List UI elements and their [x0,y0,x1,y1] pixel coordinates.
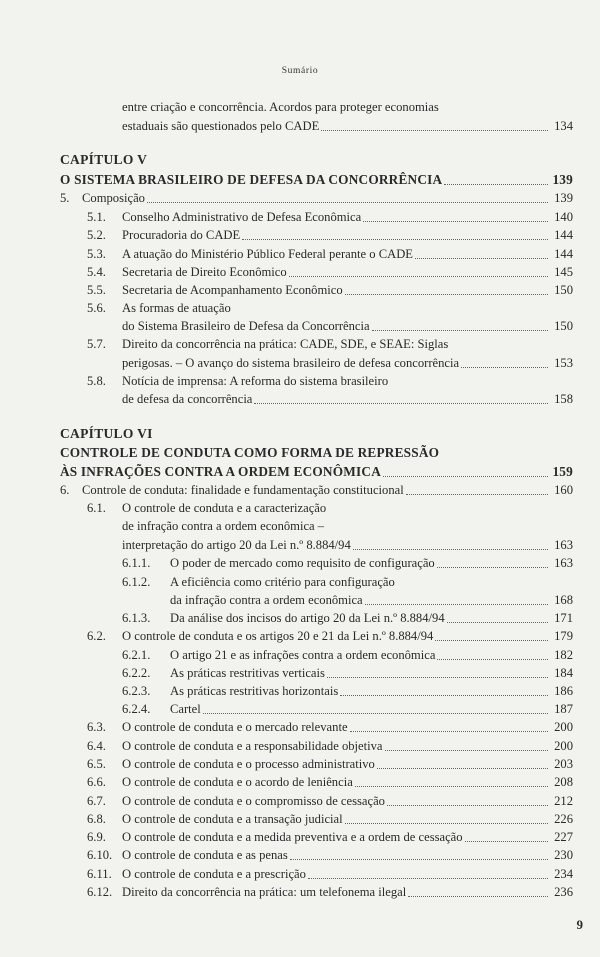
dot-leader [350,731,548,732]
toc-entry-title: O controle de conduta e os artigos 20 e 21 da Lei n.º 8.884/94 [122,629,434,643]
toc-entry-title: Secretaria de Acompanhamento Econômico [122,283,343,297]
dot-leader [365,604,548,605]
toc-entry-title: da infração contra a ordem econômica [170,593,363,607]
toc-entry [87,281,573,299]
toc-entry [60,444,573,462]
toc-entry [87,627,573,645]
toc-entry-title: O controle de conduta e a responsabilidade objetiva [122,739,383,753]
toc-entry-page: 150 [554,283,573,297]
toc-entry [87,245,573,263]
toc-entry-title: O controle de conduta e a medida preventiva e a ordem de cessação [122,830,463,844]
toc-entry-page: 171 [554,611,573,625]
toc-entry [60,481,573,499]
toc-entry-number: 6.4. [87,739,106,753]
toc-entry [87,773,573,791]
toc-entry [87,372,573,390]
toc-entry-page: 158 [554,392,573,406]
toc-entry [87,883,573,901]
toc-entry-title: Da análise dos incisos do artigo 20 da Lei n.º 8.884/94 [170,611,445,625]
dot-leader [461,367,548,368]
toc-entry-page: 179 [554,629,573,643]
toc-entry [87,810,573,828]
toc-entry [122,536,573,554]
running-header: Sumário [281,66,319,76]
toc-entry-number: 6.2.3. [122,684,151,698]
toc-entry-number: 5.4. [87,265,106,279]
toc-entry [87,263,573,281]
dot-leader [437,567,548,568]
toc-entry [122,573,573,591]
toc-entry [122,700,573,718]
toc-entry [87,828,573,846]
toc-entry-title: Controle de conduta: finalidade e fundamentação constitucional [82,483,404,497]
toc-entry-page: 200 [554,739,573,753]
dot-leader [385,750,548,751]
toc-entry-number: 5.2. [87,228,106,242]
dot-leader [327,677,548,678]
toc-entry-number: 6.10. [87,848,113,862]
toc-entry [60,151,573,169]
toc-entry [122,682,573,700]
toc-entry [87,718,573,736]
toc-entry-title: Cartel [170,702,201,716]
toc-entry-page: 187 [554,702,573,716]
dot-leader [387,805,548,806]
toc-entry-title: Direito da concorrência na prática: CADE, SDE, e SEAE: Siglas [122,337,449,351]
toc-entry-page: 230 [554,848,573,862]
toc-entry-title: O controle de conduta e a transação judicial [122,812,343,826]
toc-entry-title: perigosas. – O avanço do sistema brasileiro de defesa concorrência [122,356,460,370]
dot-leader [242,239,548,240]
toc-entry-number: 5.1. [87,210,106,224]
toc-entry-title: A atuação do Ministério Público Federal perante o CADE [122,247,413,261]
toc-entry-title: Direito da concorrência na prática: um telefonema ilegal [122,885,407,899]
toc-entry [60,463,573,481]
toc-entry [60,171,573,189]
dot-leader [415,258,548,259]
toc-entry-title: estaduais são questionados pelo CADE [122,119,320,133]
toc-entry [122,390,573,408]
toc-entry-number: 5. [60,191,70,205]
toc-entry-title: O controle de conduta e o processo administrativo [122,757,375,771]
toc-entry-title: ÀS INFRAÇÕES CONTRA A ORDEM ECONÔMICA [60,464,382,479]
toc-entry-title: Conselho Administrativo de Defesa Econômica [122,210,362,224]
toc-entry-title: O controle de conduta e o mercado relevante [122,720,348,734]
toc-entry [122,354,573,372]
toc-entry-title: O controle de conduta e as penas [122,848,288,862]
dot-leader [254,403,548,404]
dot-leader [345,823,548,824]
toc-entry-number: 5.3. [87,247,106,261]
toc-entry [122,609,573,627]
toc-entry-title: Composição [82,191,145,205]
dot-leader [340,695,548,696]
dot-leader [147,202,548,203]
toc-entry-number: 6.12. [87,885,113,899]
toc-entry-page: 236 [554,885,573,899]
toc-entry-title: CONTROLE DE CONDUTA COMO FORMA DE REPRESSÃO [60,445,440,460]
toc-entry-number: 5.7. [87,337,106,351]
toc-entry-number: 6.1.2. [122,575,151,589]
toc-entry [87,755,573,773]
toc-entry-page: 234 [554,867,573,881]
toc-entry [87,299,573,317]
dot-leader [447,622,548,623]
toc-entry [122,117,573,135]
toc-entry-title: As práticas restritivas horizontais [170,684,339,698]
toc-entry-title: CAPÍTULO VI [60,426,153,441]
toc-entry-page: 163 [554,556,573,570]
toc-entry-title: do Sistema Brasileiro de Defesa da Concorrência [122,319,370,333]
toc-entry [60,425,573,443]
toc-entry [87,792,573,810]
dot-leader [377,768,548,769]
dot-leader [435,640,548,641]
toc-entry [122,646,573,664]
toc-entry-page: 226 [554,812,573,826]
toc-entry-page: 184 [554,666,573,680]
toc-entry-number: 6.3. [87,720,106,734]
dot-leader [289,276,548,277]
toc-entry-number: 6.1.3. [122,611,151,625]
dot-leader [345,294,548,295]
toc-entry [122,98,573,116]
toc-entry-title: O poder de mercado como requisito de configuração [170,556,435,570]
toc-entry [60,189,573,207]
toc-entry-title: O controle de conduta e o acordo de leniência [122,775,353,789]
toc-entry-number: 6.2.4. [122,702,151,716]
toc-entry-number: 6. [60,483,70,497]
dot-leader [355,786,548,787]
dot-leader [383,476,548,477]
toc-entry-number: 6.2.2. [122,666,151,680]
toc-entry-title: Notícia de imprensa: A reforma do sistema brasileiro [122,374,389,388]
toc-entry-number: 5.8. [87,374,106,388]
toc-entry-title: entre criação e concorrência. Acordos para proteger economias [122,100,439,114]
page-number: 9 [576,917,583,932]
toc-entry-title: Secretaria de Direito Econômico [122,265,287,279]
toc-entry [87,208,573,226]
toc-entry-number: 6.1.1. [122,556,151,570]
toc-entry [87,499,573,517]
toc-entry-title: A eficiência como critério para configuração [170,575,395,589]
toc-entry-page: 212 [554,794,573,808]
toc-entry-page: 139 [552,172,573,187]
toc-entry [87,737,573,755]
toc-entry [87,846,573,864]
dot-leader [203,713,548,714]
toc-entry-number: 6.9. [87,830,106,844]
dot-leader [353,549,548,550]
toc-entry-page: 203 [554,757,573,771]
toc-entry-page: 227 [554,830,573,844]
toc-entry-page: 159 [552,464,573,479]
toc-entry-number: 6.2.1. [122,648,151,662]
toc-entry-title: de defesa da concorrência [122,392,253,406]
toc-entry-number: 6.1. [87,501,106,515]
dot-leader [308,878,548,879]
dot-leader [465,841,548,842]
toc-entry-number: 5.5. [87,283,106,297]
dot-leader [408,896,548,897]
toc-entry [87,865,573,883]
toc-entry-title: As práticas restritivas verticais [170,666,325,680]
toc-entry-page: 144 [554,228,573,242]
toc-entry-page: 182 [554,648,573,662]
toc-entry-page: 134 [554,119,573,133]
toc-entry-title: O controle de conduta e a prescrição [122,867,306,881]
toc-entry-page: 144 [554,247,573,261]
toc-entry-page: 163 [554,538,573,552]
toc-entry [87,335,573,353]
toc-entry [122,317,573,335]
toc-entry-number: 6.7. [87,794,106,808]
toc-entry [122,517,573,535]
toc-entry [122,664,573,682]
toc-entry-page: 168 [554,593,573,607]
toc-entry-title: CAPÍTULO V [60,152,148,167]
toc-entry-page: 140 [554,210,573,224]
toc-entry-title: As formas de atuação [122,301,231,315]
toc-entry-title: O artigo 21 e as infrações contra a ordem econômica [170,648,436,662]
toc-entry-title: Procuradoria do CADE [122,228,241,242]
toc-entry-title: interpretação do artigo 20 da Lei n.º 8.884/94 [122,538,351,552]
toc-entry-page: 153 [554,356,573,370]
toc-entry-number: 5.6. [87,301,106,315]
toc-entry-number: 6.8. [87,812,106,826]
dot-leader [363,221,548,222]
toc-entry-number: 6.11. [87,867,112,881]
toc-entry-title: O controle de conduta e a caracterização [122,501,327,515]
toc-entry [87,226,573,244]
toc-entry-page: 139 [554,191,573,205]
dot-leader [321,130,548,131]
dot-leader [290,859,548,860]
toc-entry-title: O SISTEMA BRASILEIRO DE DEFESA DA CONCORRÊNCIA [60,172,443,187]
toc-entry [170,591,573,609]
toc-entry-number: 6.2. [87,629,106,643]
toc-entry-page: 186 [554,684,573,698]
dot-leader [372,330,548,331]
toc-entry-page: 145 [554,265,573,279]
toc-entry-title: de infração contra a ordem econômica – [122,519,325,533]
toc-entry-number: 6.5. [87,757,106,771]
dot-leader [444,184,548,185]
toc-entry-page: 208 [554,775,573,789]
toc-entry [122,554,573,572]
dot-leader [406,494,548,495]
toc-entry-page: 160 [554,483,573,497]
toc-entry-title: O controle de conduta e o compromisso de cessação [122,794,385,808]
dot-leader [437,659,548,660]
toc-entry-page: 150 [554,319,573,333]
toc-entry-number: 6.6. [87,775,106,789]
toc-entry-page: 200 [554,720,573,734]
